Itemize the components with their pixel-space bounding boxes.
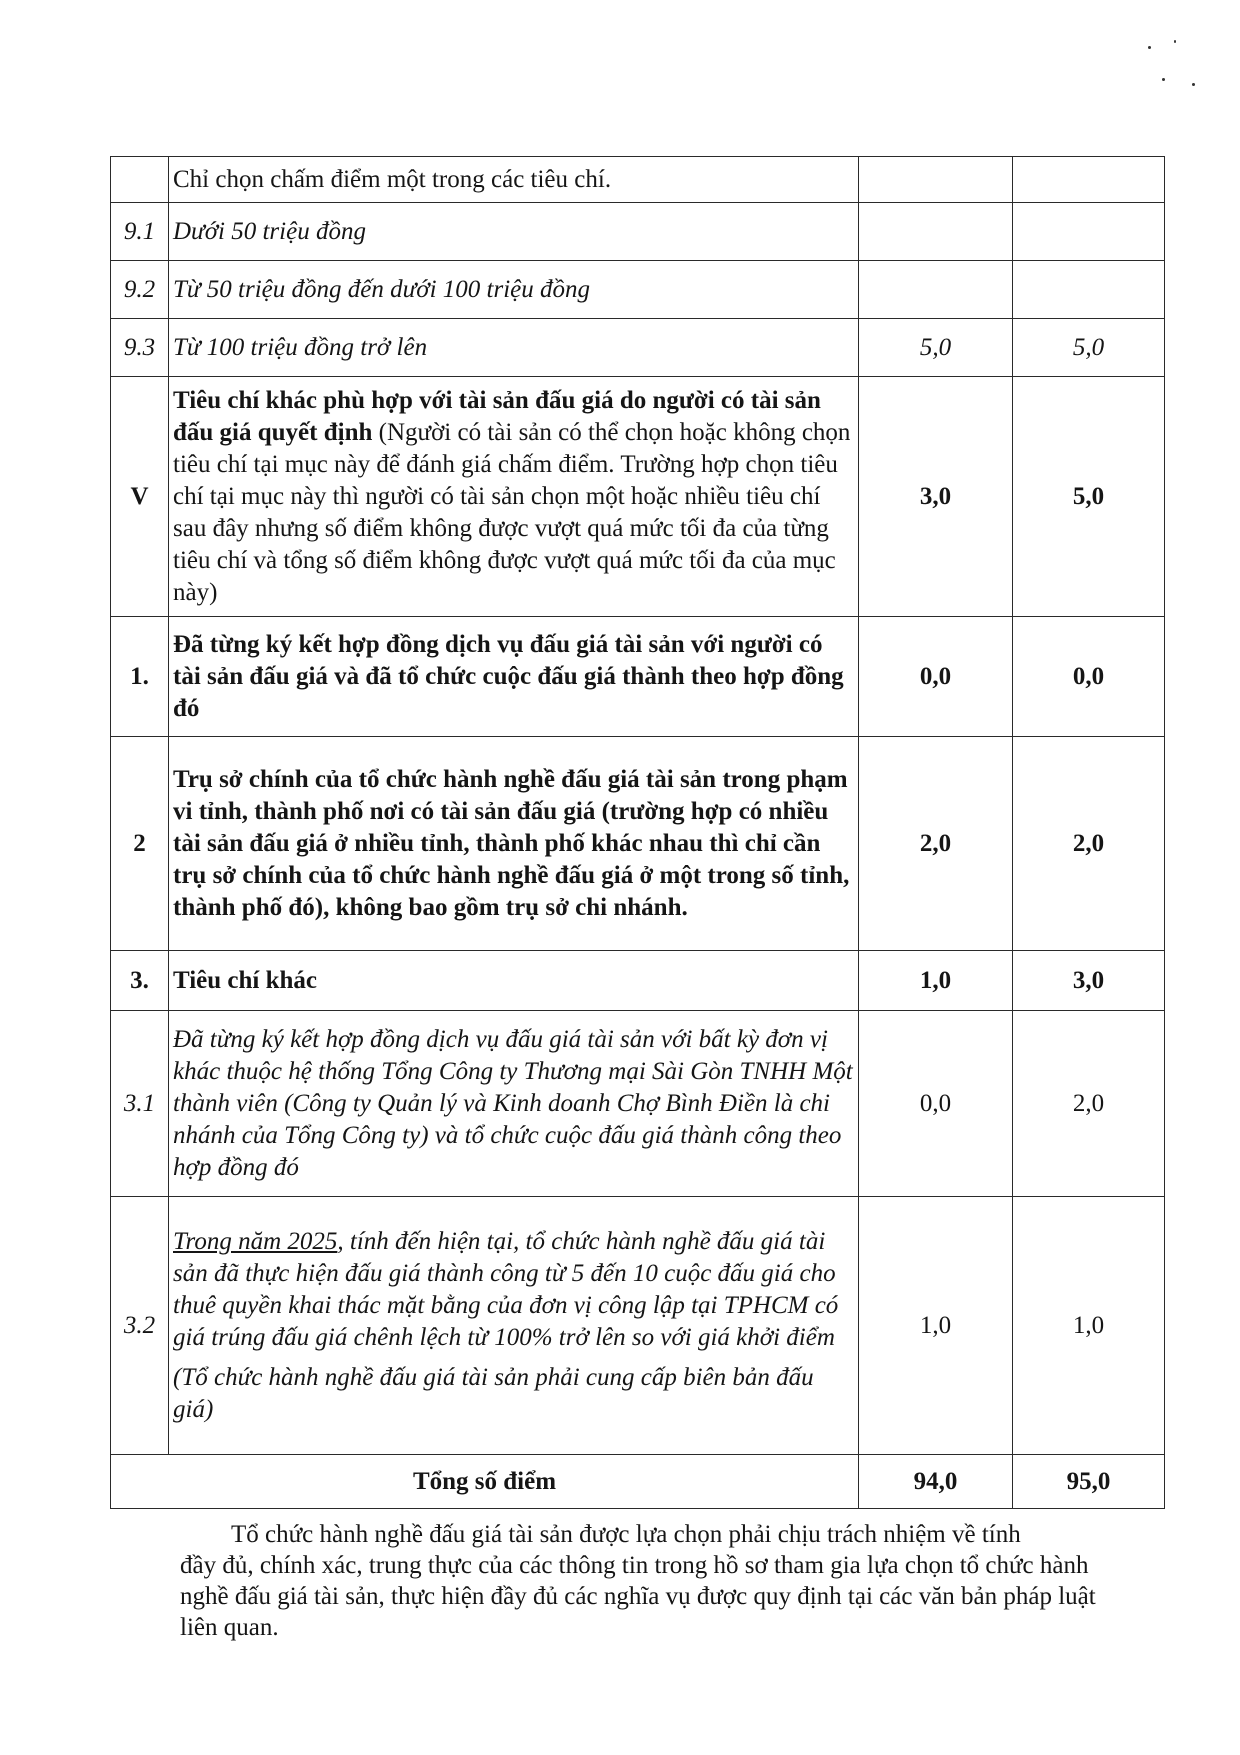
score-col-1: 2,0	[859, 737, 1013, 951]
total-score-col-2: 95,0	[1013, 1455, 1165, 1509]
score-col-1: 1,0	[859, 1197, 1013, 1455]
criterion-body: , tính đến hiện tại, tổ chức hành nghề đấu giá tài sản đã thực hiện đấu giá thành công từ 5 đến 10 cuộc đấu giá cho thuê quyền khai thác mặt bằng của đơn vị công lập tại TPHCM có giá trúng đấu giá chênh lệch từ 100% trở lên so với giá khởi điểm	[173, 1227, 839, 1351]
table-row	[111, 203, 1165, 261]
criterion-text: Chỉ chọn chấm điểm một trong các tiêu chí.	[169, 157, 859, 203]
criterion-text: Đã từng ký kết hợp đồng dịch vụ đấu giá tài sản với người có tài sản đấu giá và đã tổ chức cuộc đấu giá thành theo hợp đồng đó	[169, 617, 859, 737]
table-row	[111, 617, 1165, 737]
score-col-2	[1013, 261, 1165, 319]
scan-speck	[1162, 78, 1165, 81]
score-col-2	[1013, 157, 1165, 203]
score-col-1: 3,0	[859, 377, 1013, 617]
criterion-text	[169, 1197, 859, 1455]
score-col-1	[859, 157, 1013, 203]
table-row	[111, 377, 1165, 617]
row-number: 9.3	[111, 319, 169, 377]
criterion-footnote: (Tổ chức hành nghề đấu giá tài sản phải cung cấp biên bản đấu giá)	[173, 1363, 814, 1423]
criterion-text	[169, 377, 859, 617]
row-number: 2	[111, 737, 169, 951]
criterion-text: Từ 50 triệu đồng đến dưới 100 triệu đồng	[169, 261, 859, 319]
table-row	[111, 1197, 1165, 1455]
total-score-col-1: 94,0	[859, 1455, 1013, 1509]
row-number: 9.1	[111, 203, 169, 261]
closing-continuation: đầy đủ, chính xác, trung thực của các thông tin trong hồ sơ tham gia lựa chọn tổ chức hành nghề đấu giá tài sản, thực hiện đầy đủ các nghĩa vụ được quy định tại các văn bản pháp luật liên quan.	[180, 1552, 1096, 1641]
score-col-2	[1013, 203, 1165, 261]
criterion-text: Trụ sở chính của tổ chức hành nghề đấu giá tài sản trong phạm vi tỉnh, thành phố nơi có tài sản đấu giá (trường hợp có nhiều tài sản đấu giá ở nhiều tỉnh, thành phố khác nhau thì chỉ cần trụ sở chính của tổ chức hành nghề đấu giá ở một trong số tỉnh, thành phố đó), không bao gồm trụ sở chi nhánh.	[169, 737, 859, 951]
score-col-2: 0,0	[1013, 617, 1165, 737]
criterion-text: Tiêu chí khác	[169, 951, 859, 1011]
score-col-1	[859, 203, 1013, 261]
row-number: 1.	[111, 617, 169, 737]
criterion-underlined-phrase: Trong năm 2025	[173, 1227, 338, 1255]
score-col-1: 0,0	[859, 1011, 1013, 1197]
score-col-2: 3,0	[1013, 951, 1165, 1011]
score-col-1: 0,0	[859, 617, 1013, 737]
scan-speck	[1148, 46, 1151, 49]
row-number	[111, 157, 169, 203]
score-col-2: 2,0	[1013, 737, 1165, 951]
row-number: 3.	[111, 951, 169, 1011]
scoring-table	[110, 156, 1165, 1509]
total-label: Tổng số điểm	[111, 1455, 859, 1509]
criterion-note: (Người có tài sản có thể chọn hoặc không chọn tiêu chí tại mục này để đánh giá chấm điểm. Trường hợp chọn tiêu chí tại mục này thì người có tài sản chọn một hoặc nhiều tiêu chí sau đây nhưng số điểm không được vượt quá mức tối đa của từng tiêu chí và tổng số điểm không được vượt quá mức tối đa của mục này)	[173, 418, 851, 606]
score-col-2: 1,0	[1013, 1197, 1165, 1455]
table-row	[111, 1011, 1165, 1197]
row-number: 9.2	[111, 261, 169, 319]
closing-paragraph	[180, 1519, 1128, 1643]
criterion-text: Dưới 50 triệu đồng	[169, 203, 859, 261]
table-row	[111, 737, 1165, 951]
score-col-2: 5,0	[1013, 377, 1165, 617]
score-col-1: 5,0	[859, 319, 1013, 377]
table-row	[111, 951, 1165, 1011]
row-number: V	[111, 377, 169, 617]
table-row	[111, 319, 1165, 377]
criterion-text: Từ 100 triệu đồng trở lên	[169, 319, 859, 377]
score-col-1: 1,0	[859, 951, 1013, 1011]
row-number: 3.2	[111, 1197, 169, 1455]
score-col-2: 5,0	[1013, 319, 1165, 377]
criterion-heading: Tiêu chí khác phù hợp với tài sản đấu giá do người có tài sản đấu giá quyết định	[173, 386, 821, 446]
closing-first-line: Tổ chức hành nghề đấu giá tài sản được lựa chọn phải chịu trách nhiệm về tính	[231, 1521, 1021, 1548]
table-row	[111, 261, 1165, 319]
scan-speck	[1174, 40, 1176, 43]
score-col-1	[859, 261, 1013, 319]
criterion-text: Đã từng ký kết hợp đồng dịch vụ đấu giá tài sản với bất kỳ đơn vị khác thuộc hệ thống Tổng Công ty Thương mại Sài Gòn TNHH Một thành viên (Công ty Quản lý và Kinh doanh Chợ Bình Điền là chi nhánh của Tổng Công ty) và tổ chức cuộc đấu giá thành công theo hợp đồng đó	[169, 1011, 859, 1197]
scan-speck	[1192, 83, 1195, 86]
total-row	[111, 1455, 1165, 1509]
row-number: 3.1	[111, 1011, 169, 1197]
score-col-2: 2,0	[1013, 1011, 1165, 1197]
table-row	[111, 157, 1165, 203]
